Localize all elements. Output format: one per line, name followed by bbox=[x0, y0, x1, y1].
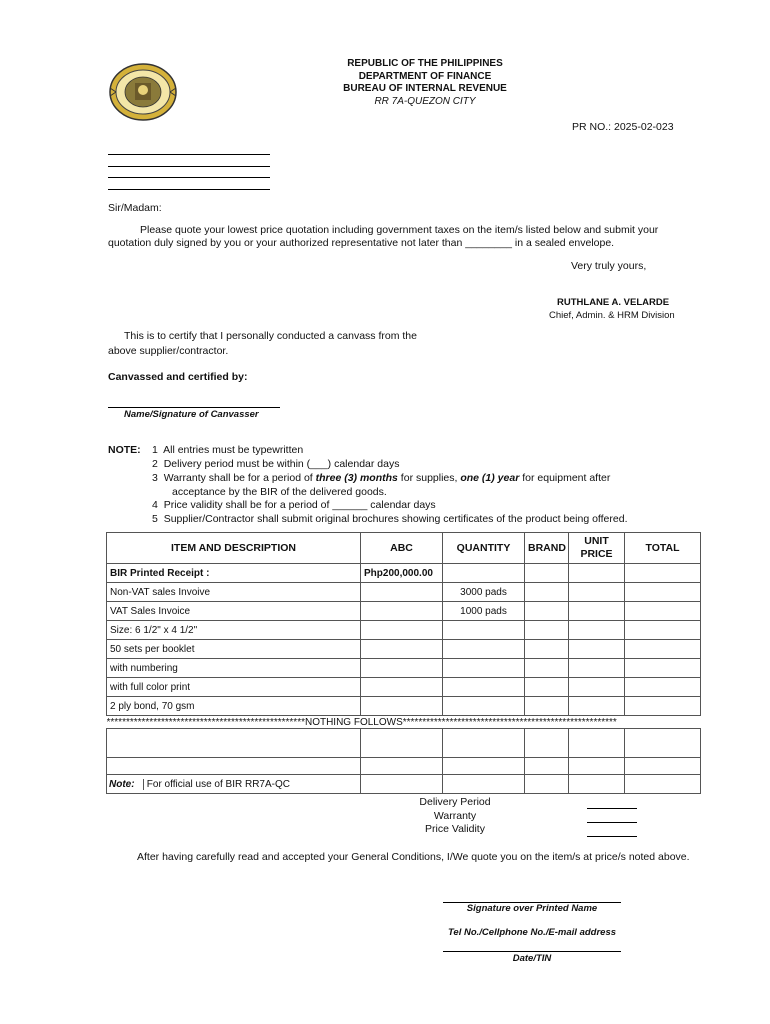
unit-price-cell bbox=[569, 697, 625, 716]
table-row bbox=[107, 659, 701, 678]
item-cell: 50 sets per booklet bbox=[107, 640, 361, 659]
table-row bbox=[107, 697, 701, 716]
certify-text-2: above supplier/contractor. bbox=[108, 345, 229, 357]
header-republic: REPUBLIC OF THE PHILIPPINES bbox=[347, 58, 503, 69]
qty-cell bbox=[443, 659, 525, 678]
brand-cell bbox=[525, 729, 569, 758]
note-item-5: 5 Supplier/Contractor shall submit original brochures showing certificates of the product being offered. bbox=[152, 513, 628, 525]
unit-price-cell bbox=[569, 758, 625, 775]
abc-cell bbox=[361, 729, 443, 758]
brand-cell bbox=[525, 583, 569, 602]
qty-cell bbox=[443, 758, 525, 775]
table-row bbox=[107, 729, 701, 758]
unit-price-cell bbox=[569, 678, 625, 697]
table-row bbox=[107, 602, 701, 621]
total-cell bbox=[625, 659, 701, 678]
table-row bbox=[107, 678, 701, 697]
qty-cell bbox=[443, 621, 525, 640]
note-item-3-cont: acceptance by the BIR of the delivered goods. bbox=[172, 486, 387, 498]
abc-cell bbox=[361, 659, 443, 678]
certify-text-1: This is to certify that I personally conducted a canvass from the bbox=[124, 330, 417, 342]
qty-cell bbox=[443, 564, 525, 583]
brand-cell bbox=[525, 602, 569, 621]
address-line bbox=[108, 189, 270, 190]
unit-price-cell bbox=[569, 775, 625, 794]
total-cell bbox=[625, 775, 701, 794]
table-note-label: Note: bbox=[107, 779, 144, 790]
item-cell bbox=[107, 729, 361, 758]
qty-cell bbox=[443, 729, 525, 758]
total-cell bbox=[625, 583, 701, 602]
note-item-1: 1 All entries must be typewritten bbox=[152, 444, 304, 456]
canvasser-label: Name/Signature of Canvasser bbox=[124, 409, 259, 420]
acceptance-text: After having carefully read and accepted your General Conditions, I/We quote you on the item/s at price/s noted above. bbox=[137, 851, 690, 863]
warranty-label: Warranty bbox=[433, 809, 477, 822]
table-row bbox=[107, 758, 701, 775]
item-cell bbox=[107, 758, 361, 775]
nothing-follows-row bbox=[107, 716, 701, 729]
item-cell: with numbering bbox=[107, 659, 361, 678]
abc-cell bbox=[361, 583, 443, 602]
brand-cell bbox=[525, 697, 569, 716]
col-header-abc: ABC bbox=[361, 533, 443, 564]
total-cell bbox=[625, 758, 701, 775]
abc-cell bbox=[361, 678, 443, 697]
note-item-2: 2 Delivery period must be within (___) calendar days bbox=[152, 458, 400, 470]
total-cell bbox=[625, 564, 701, 583]
qty-cell bbox=[443, 678, 525, 697]
brand-cell bbox=[525, 659, 569, 678]
qty-cell bbox=[443, 775, 525, 794]
abc-cell bbox=[361, 775, 443, 794]
brand-cell bbox=[525, 775, 569, 794]
address-line bbox=[108, 166, 270, 167]
qty-cell: 1000 pads bbox=[443, 602, 525, 621]
total-cell bbox=[625, 697, 701, 716]
unit-price-cell bbox=[569, 621, 625, 640]
signatory-name: RUTHLANE A. VELARDE bbox=[557, 297, 670, 308]
qty-cell: 3000 pads bbox=[443, 583, 525, 602]
unit-price-cell bbox=[569, 564, 625, 583]
table-row bbox=[107, 621, 701, 640]
table-note-cell bbox=[107, 775, 361, 794]
col-header-quantity: QUANTITY bbox=[443, 533, 525, 564]
date-tin-line bbox=[443, 951, 621, 952]
delivery-period-line bbox=[587, 808, 637, 809]
address-line bbox=[108, 154, 270, 155]
price-validity-line bbox=[587, 836, 637, 837]
header-bureau: BUREAU OF INTERNAL REVENUE bbox=[343, 83, 507, 94]
item-cell: with full color print bbox=[107, 678, 361, 697]
total-cell bbox=[625, 602, 701, 621]
col-header-item: ITEM AND DESCRIPTION bbox=[107, 533, 361, 564]
bir-seal-logo bbox=[108, 62, 178, 122]
abc-cell: Php200,000.00 bbox=[361, 564, 443, 583]
table-row bbox=[107, 583, 701, 602]
header-department: DEPARTMENT OF FINANCE bbox=[358, 70, 492, 82]
contact-label: Tel No./Cellphone No./E-mail address bbox=[447, 927, 617, 938]
canvassed-label: Canvassed and certified by: bbox=[108, 371, 248, 383]
table-note-text: For official use of BIR RR7A-QC bbox=[146, 778, 290, 790]
abc-cell bbox=[361, 758, 443, 775]
body-text-1: Please quote your lowest price quotation including government taxes on the item/s listed below and submit your bbox=[140, 224, 659, 236]
item-cell: Size: 6 1/2" x 4 1/2" bbox=[107, 621, 361, 640]
signatory-title: Chief, Admin. & HRM Division bbox=[549, 310, 675, 321]
table-header-row bbox=[107, 533, 701, 564]
header-region: RR 7A-QUEZON CITY bbox=[374, 95, 476, 107]
unit-price-cell bbox=[569, 659, 625, 678]
canvasser-signature-line bbox=[108, 407, 280, 408]
item-cell: 2 ply bond, 70 gsm bbox=[107, 697, 361, 716]
brand-cell bbox=[525, 678, 569, 697]
abc-cell bbox=[361, 602, 443, 621]
table-row bbox=[107, 640, 701, 659]
price-validity-label: Price Validity bbox=[425, 823, 485, 835]
item-cell: VAT Sales Invoice bbox=[107, 602, 361, 621]
unit-price-cell bbox=[569, 640, 625, 659]
qty-cell bbox=[443, 640, 525, 659]
salutation: Sir/Madam: bbox=[108, 202, 162, 214]
brand-cell bbox=[525, 758, 569, 775]
closing: Very truly yours, bbox=[571, 260, 647, 272]
table-note-row bbox=[107, 775, 701, 794]
body-text-2: quotation duly signed by you or your authorized representative not later than ________ in a sealed envelope. bbox=[108, 237, 615, 249]
item-cell: BIR Printed Receipt : bbox=[107, 564, 361, 583]
col-header-total: TOTAL bbox=[625, 533, 701, 564]
col-header-brand: BRAND bbox=[525, 533, 569, 564]
note-item-4: 4 Price validity shall be for a period of ______ calendar days bbox=[152, 499, 436, 511]
warranty-line bbox=[587, 822, 637, 823]
unit-price-cell bbox=[569, 729, 625, 758]
brand-cell bbox=[525, 621, 569, 640]
abc-cell bbox=[361, 697, 443, 716]
col-header-unit-price: UNIT PRICE bbox=[569, 533, 625, 564]
total-cell bbox=[625, 729, 701, 758]
note-label: NOTE: bbox=[108, 444, 141, 456]
signature-label: Signature over Printed Name bbox=[466, 903, 598, 914]
unit-price-cell bbox=[569, 602, 625, 621]
total-cell bbox=[625, 640, 701, 659]
delivery-period-label: Delivery Period bbox=[419, 796, 491, 808]
date-tin-label: Date/TIN bbox=[512, 953, 552, 964]
note-item-3: 3 Warranty shall be for a period of three (3) months for supplies, one (1) year for equipment after bbox=[152, 472, 611, 484]
total-cell bbox=[625, 678, 701, 697]
abc-cell bbox=[361, 621, 443, 640]
total-cell bbox=[625, 621, 701, 640]
brand-cell bbox=[525, 640, 569, 659]
pr-number: PR NO.: 2025-02-023 bbox=[572, 121, 674, 133]
qty-cell bbox=[443, 697, 525, 716]
quotation-table bbox=[106, 532, 701, 794]
abc-cell bbox=[361, 640, 443, 659]
table-row bbox=[107, 564, 701, 583]
item-cell: Non-VAT sales Invoive bbox=[107, 583, 361, 602]
brand-cell bbox=[525, 564, 569, 583]
nothing-follows: ***************************************************NOTHING FOLLOWS******************************************************* bbox=[107, 716, 701, 729]
unit-price-cell bbox=[569, 583, 625, 602]
address-line bbox=[108, 177, 270, 178]
